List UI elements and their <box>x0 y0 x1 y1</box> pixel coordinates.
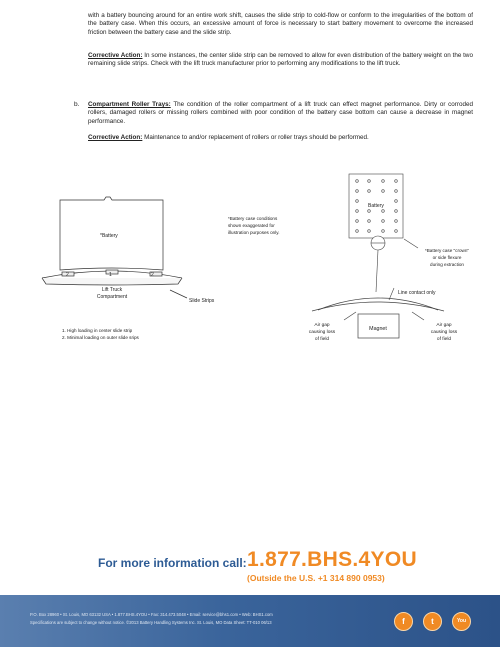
note-1: 1. High loading in center slide strip <box>62 328 133 333</box>
magnet-label: Magnet <box>369 326 387 332</box>
airgap-left-line3: of field <box>314 337 330 342</box>
contact-label: For more information call: <box>98 556 247 570</box>
disclaimer-line1: *Battery case conditions <box>228 216 278 221</box>
phone-number[interactable]: 1.877.BHS.4YOU <box>247 548 417 571</box>
airgap-left-line2: causing loss <box>308 330 336 335</box>
airgap-right-line2: causing loss <box>430 330 458 335</box>
airgap-right-line1: Air gap <box>436 323 452 328</box>
compartment-label-line1: Lift Truck <box>101 287 123 293</box>
corrective-action-label: Corrective Action: <box>88 134 143 141</box>
international-number: (Outside the U.S. +1 314 890 0953) <box>247 573 385 583</box>
airgap-right-line3: of field <box>436 337 452 342</box>
left-battery-diagram <box>42 197 187 298</box>
battery-label-right: Battery <box>368 203 384 209</box>
compartment-label-line2: Compartment <box>96 294 128 300</box>
corrective-action-text: In some instances, the center slide strip can be removed to allow for even distribution of the battery weight on the two remaining slide strips. Check with the lift truck manufacturer prior to performing any modifications to the lift truck. <box>88 52 473 68</box>
youtube-icon[interactable]: You <box>452 612 471 631</box>
crown-label-line1: *Battery case "crown" <box>424 248 470 253</box>
footer-address: P.O. Box 28960 • St. Louis, MO 63132 USA • 1.877.BHS.4YOU • Fax: 314.473.5048 • Email: service@bhs1.com • Web: BHS1.com <box>30 612 273 617</box>
facebook-icon[interactable]: f <box>394 612 413 631</box>
footer-bar <box>0 595 500 647</box>
right-battery-diagram <box>349 174 418 300</box>
marker-1: 1 <box>109 272 112 278</box>
item-b-paragraph <box>88 101 473 126</box>
item-b-text: The condition of the roller compartment of a lift truck can effect magnet performance. Dirty or corroded rollers, damaged rollers or missing rollers combined with poor condition of the battery case bottom can cause a decrease in magnet performance. <box>88 101 473 125</box>
corrective-action-label: Corrective Action: <box>88 52 143 59</box>
note-2: 2. Minimal loading on outer slide srips <box>62 335 139 340</box>
disclaimer-line3: illustration purposes only. <box>228 230 280 235</box>
illustration-diagram <box>0 160 500 560</box>
crown-label-line2: or side flexure <box>432 255 462 260</box>
slide-strips-label: Slide Strips <box>189 298 215 304</box>
crown-label-line3: during extraction <box>430 262 464 267</box>
marker-2-left: 2 <box>66 272 69 278</box>
airgap-left-line1: Air gap <box>314 323 330 328</box>
line-contact-label: Line contact only <box>398 290 436 296</box>
item-b-heading: Compartment Roller Trays: <box>88 101 171 108</box>
battery-label-left: *Battery <box>100 233 118 239</box>
footer-disclaimer: Specifications are subject to change without notice. ©2013 Battery Handling Systems Inc. St. Louis, MO Data Sheet: TT-010 06/13 <box>30 620 272 625</box>
corrective-action-text: Maintenance to and/or replacement of rollers or roller trays should be performed. <box>142 134 369 141</box>
corrective-action-2 <box>88 134 473 142</box>
paragraph-slide-strip: with a battery bouncing around for an entire work shift, causes the slide strip to cold-flow or conform to the irregularities of the bottom of the battery case. When this occurs, an excessive amount of force is necessary to start battery movement to overcome the increased friction between the battery case and the slide strip. <box>88 12 473 36</box>
disclaimer-line2: shown exaggerated for <box>228 223 275 228</box>
twitter-icon[interactable]: t <box>423 612 442 631</box>
corrective-action-1 <box>88 52 473 69</box>
marker-2-right: 2 <box>151 272 154 278</box>
list-marker-b: b. <box>74 101 80 108</box>
